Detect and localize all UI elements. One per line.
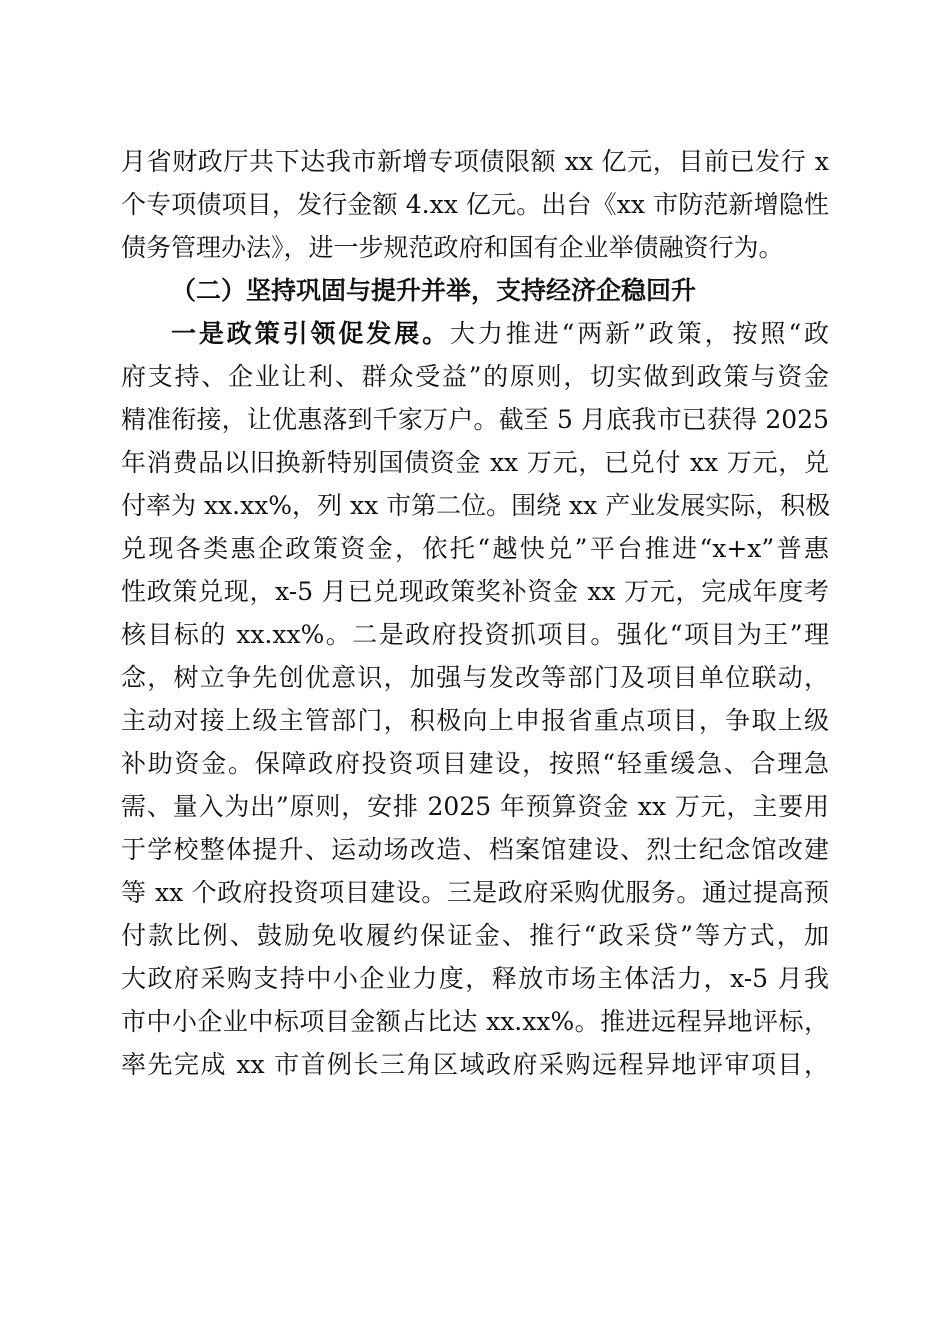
paragraph-2-line: 大政府采购支持中小企业力度，释放市场主体活力，x-5 月我 <box>121 964 829 993</box>
paragraph-2-line: 府支持、企业让利、群众受益”的原则，切实做到政策与资金 <box>121 362 829 391</box>
paragraph-1-line-3: 债务管理办法》，进一步规范政府和国有企业举债融资行为。 <box>121 233 784 262</box>
paragraph-2-line: 兑现各类惠企政策资金，依托“越快兑”平台推进“x+x”普惠 <box>121 534 829 563</box>
paragraph-2-line: 核目标的 xx.xx%。二是政府投资抓项目。强化“项目为王”理 <box>121 620 829 649</box>
document-body <box>121 140 829 1086</box>
paragraph-2-line: 补助资金。保障政府投资项目建设，按照“轻重缓急、合理急 <box>121 749 829 778</box>
section-heading: （二）坚持巩固与提升并举，支持经济企稳回升 <box>171 276 697 305</box>
paragraph-2-line: 付款比例、鼓励免收履约保证金、推行“政采贷”等方式，加 <box>121 921 829 950</box>
paragraph-2-line: 需、量入为出”原则，安排 2025 年预算资金 xx 万元，主要用 <box>121 792 829 821</box>
paragraph-2-line-1-rest: 大力推进“两新”政策，按照“政 <box>450 319 829 348</box>
paragraph-2-line: 精准衔接，让优惠落到千家万户。截至 5 月底我市已获得 2025 <box>121 405 829 434</box>
paragraph-2-line: 于学校整体提升、运动场改造、档案馆建设、烈士纪念馆改建 <box>121 835 829 864</box>
paragraph-2-line-1 <box>121 312 829 355</box>
paragraph-2-line: 性政策兑现，x-5 月已兑现政策奖补资金 xx 万元，完成年度考 <box>121 577 829 606</box>
paragraph-2-line: 年消费品以旧换新特别国债资金 xx 万元，已兑付 xx 万元，兑 <box>121 448 829 477</box>
paragraph-2-line: 主动对接上级主管部门，积极向上申报省重点项目，争取上级 <box>121 706 829 735</box>
paragraph-1-line-2: 个专项债项目，发行金额 4.xx 亿元。出台《xx 市防范新增隐性 <box>121 190 829 219</box>
paragraph-2-line: 念，树立争先创优意识，加强与发改等部门及项目单位联动， <box>121 663 829 692</box>
paragraph-1-line-1: 月省财政厅共下达我市新增专项债限额 xx 亿元，目前已发行 x <box>121 147 829 176</box>
paragraph-2-line: 等 xx 个政府投资项目建设。三是政府采购优服务。通过提高预 <box>121 878 829 907</box>
paragraph-2-lead: 一是政策引领促发展。 <box>171 319 451 348</box>
paragraph-2-line: 市中小企业中标项目金额占比达 xx.xx%。推进远程异地评标， <box>121 1007 829 1036</box>
paragraph-2-line: 付率为 xx.xx%，列 xx 市第二位。围绕 xx 产业发展实际，积极 <box>121 491 831 520</box>
paragraph-2-line: 率先完成 xx 市首例长三角区域政府采购远程异地评审项目， <box>121 1050 829 1079</box>
